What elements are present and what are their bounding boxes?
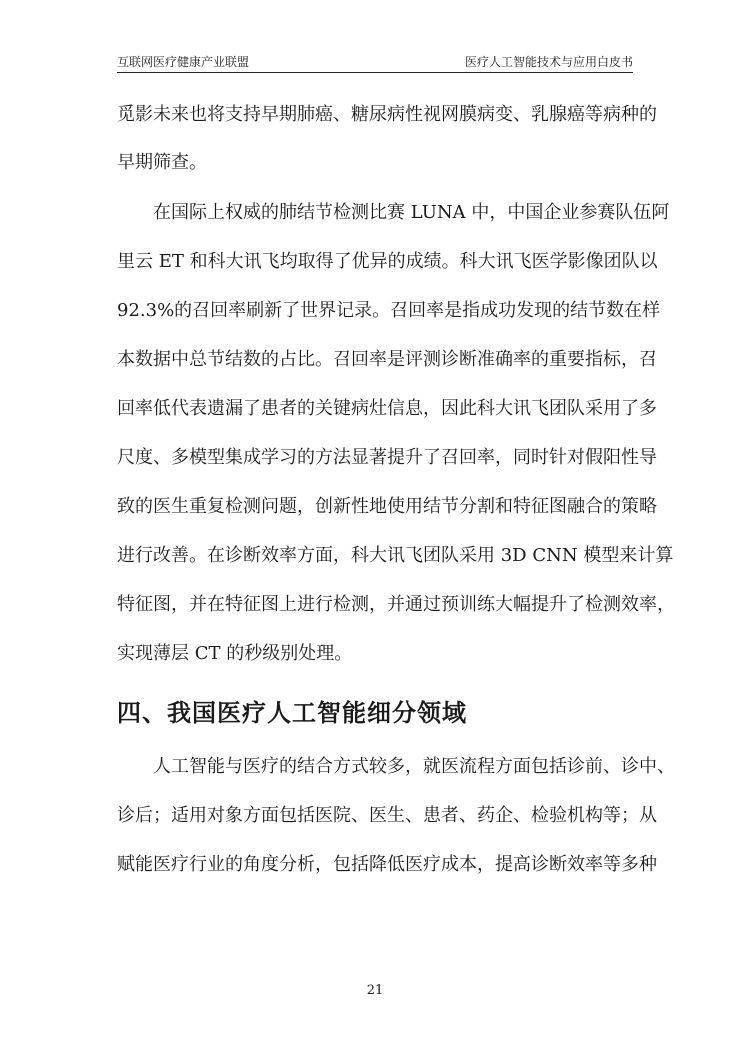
paragraph-line: 特征图，并在特征图上进行检测，并通过预训练大幅提升了检测效率， (117, 594, 675, 615)
paragraph-line: 回率低代表遗漏了患者的关键病灶信息，因此科大讯飞团队采用了多 (117, 398, 657, 419)
paragraph-line: 里云 ET 和科大讯飞均取得了优异的成绩。科大讯飞医学影像团队以 (117, 251, 658, 272)
section-heading: 四、我国医疗人工智能细分领域 (117, 699, 467, 727)
paragraph-line: 赋能医疗行业的角度分析，包括降低医疗成本，提高诊断效率等多种 (117, 854, 657, 875)
header-org-name: 互联网医疗健康产业联盟 (117, 55, 250, 69)
header-document-title: 医疗人工智能技术与应用白皮书 (464, 55, 633, 69)
paragraph-line: 早期筛查。 (117, 152, 207, 173)
page-header (117, 50, 633, 73)
paragraph-line: 人工智能与医疗的结合方式较多，就医流程方面包括诊前、诊中、 (153, 756, 675, 777)
page-number: 21 (366, 983, 384, 998)
paragraph-line: 觅影未来也将支持早期肺癌、糖尿病性视网膜病变、乳腺癌等病种的 (117, 104, 657, 125)
paragraph-line: 92.3%的召回率刷新了世界记录。召回率是指成功发现的结节数在样 (117, 300, 661, 321)
paragraph-line: 诊后；适用对象方面包括医院、医生、患者、药企、检验机构等；从 (117, 805, 657, 826)
paragraph-line: 致的医生重复检测问题，创新性地使用结节分割和特征图融合的策略 (117, 496, 657, 517)
paragraph-line: 尺度、多模型集成学习的方法显著提升了召回率，同时针对假阳性导 (117, 447, 657, 468)
paragraph-line: 进行改善。在诊断效率方面，科大讯飞团队采用 3D CNN 模型来计算 (117, 545, 674, 566)
paragraph-line: 在国际上权威的肺结节检测比赛 LUNA 中，中国企业参赛队伍阿 (153, 202, 670, 223)
paragraph-line: 本数据中总节结数的占比。召回率是评测诊断准确率的重要指标，召 (117, 349, 657, 370)
paragraph-line: 实现薄层 CT 的秒级别处理。 (117, 643, 353, 664)
